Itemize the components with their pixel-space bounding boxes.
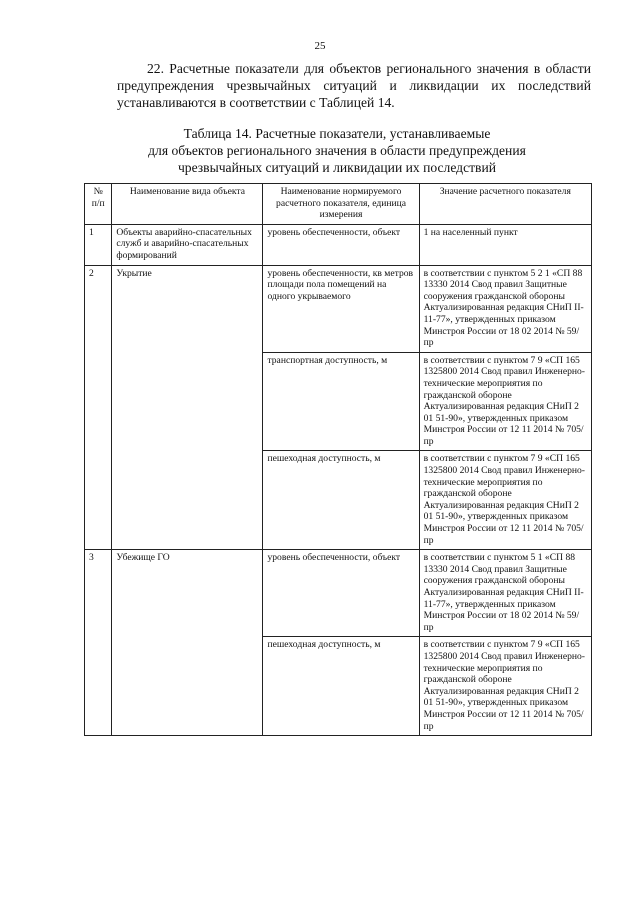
object-type-cell: Убежище ГО — [112, 550, 263, 736]
table-row — [85, 550, 592, 637]
indicator-name-cell: пешеходная доступность, м — [263, 451, 419, 550]
table-caption-line: Таблица 14. Расчетные показатели, устанавливаемые — [183, 126, 491, 141]
object-type-cell: Объекты аварийно-спасательных служб и аварийно-спасательных формирований — [112, 224, 263, 265]
header-indicator-name: Наименование нормируемого расчетного показателя, единица измерения — [263, 184, 419, 225]
page-number: 25 — [314, 40, 326, 52]
table-header-row — [85, 184, 592, 225]
table-caption-line: чрезвычайных ситуаций и ликвидации их последствий — [177, 160, 497, 175]
indicator-value-cell: в соответствии с пунктом 7 9 «СП 165 1325800 2014 Свод правил Инженерно-технические мероприятия по гражданской обороне Актуализированная редакция СНиП 2 01 51-90», утвержденных приказом Минстроя России от 12 11 2014 № 705/пр — [419, 451, 591, 550]
object-type-cell: Укрытие — [112, 265, 263, 550]
indicator-name-cell: транспортная доступность, м — [263, 352, 419, 451]
table-caption-line: для объектов регионального значения в области предупреждения — [148, 143, 526, 158]
indicator-value-cell: 1 на населенный пункт — [419, 224, 591, 265]
indicators-table — [84, 183, 592, 736]
row-number: 3 — [85, 550, 112, 736]
header-number: № п/п — [85, 184, 112, 225]
table-row — [85, 224, 592, 265]
header-indicator-value: Значение расчетного показателя — [419, 184, 591, 225]
indicator-value-cell: в соответствии с пунктом 5 2 1 «СП 88 13330 2014 Свод правил Защитные сооружения гражданской обороны Актуализированная редакция СНиП II-11-77», утвержденных приказом Минстроя России от 18 02 2014 № 59/пр — [419, 265, 591, 352]
indicator-name-cell: пешеходная доступность, м — [263, 637, 419, 736]
header-object-type: Наименование вида объекта — [112, 184, 263, 225]
indicator-name-cell: уровень обеспеченности, объект — [263, 224, 419, 265]
table-caption — [100, 125, 574, 176]
intro-paragraph: 22. Расчетные показатели для объектов регионального значения в области предупреждения чрезвычайных ситуаций и ликвидации их последствий устанавливаются в соответствии с Таблицей 14. — [117, 61, 591, 110]
row-number: 1 — [85, 224, 112, 265]
table-row — [85, 265, 592, 352]
indicator-value-cell: в соответствии с пунктом 7 9 «СП 165 1325800 2014 Свод правил Инженерно-технические мероприятия по гражданской обороне Актуализированная редакция СНиП 2 01 51-90», утвержденных приказом Минстроя России от 12 11 2014 № 705/пр — [419, 637, 591, 736]
row-number: 2 — [85, 265, 112, 550]
indicator-name-cell: уровень обеспеченности, объект — [263, 550, 419, 637]
indicator-name-cell: уровень обеспеченности, кв метров площади пола помещений на одного укрываемого — [263, 265, 419, 352]
indicator-value-cell: в соответствии с пунктом 5 1 «СП 88 13330 2014 Свод правил Защитные сооружения гражданской обороны Актуализированная редакция СНиП II-11-77», утвержденных приказом Минстроя России от 18 02 2014 № 59/пр — [419, 550, 591, 637]
indicator-value-cell: в соответствии с пунктом 7 9 «СП 165 1325800 2014 Свод правил Инженерно-технические мероприятия по гражданской обороне Актуализированная редакция СНиП 2 01 51-90», утвержденных приказом Минстроя России от 12 11 2014 № 705/пр — [419, 352, 591, 451]
